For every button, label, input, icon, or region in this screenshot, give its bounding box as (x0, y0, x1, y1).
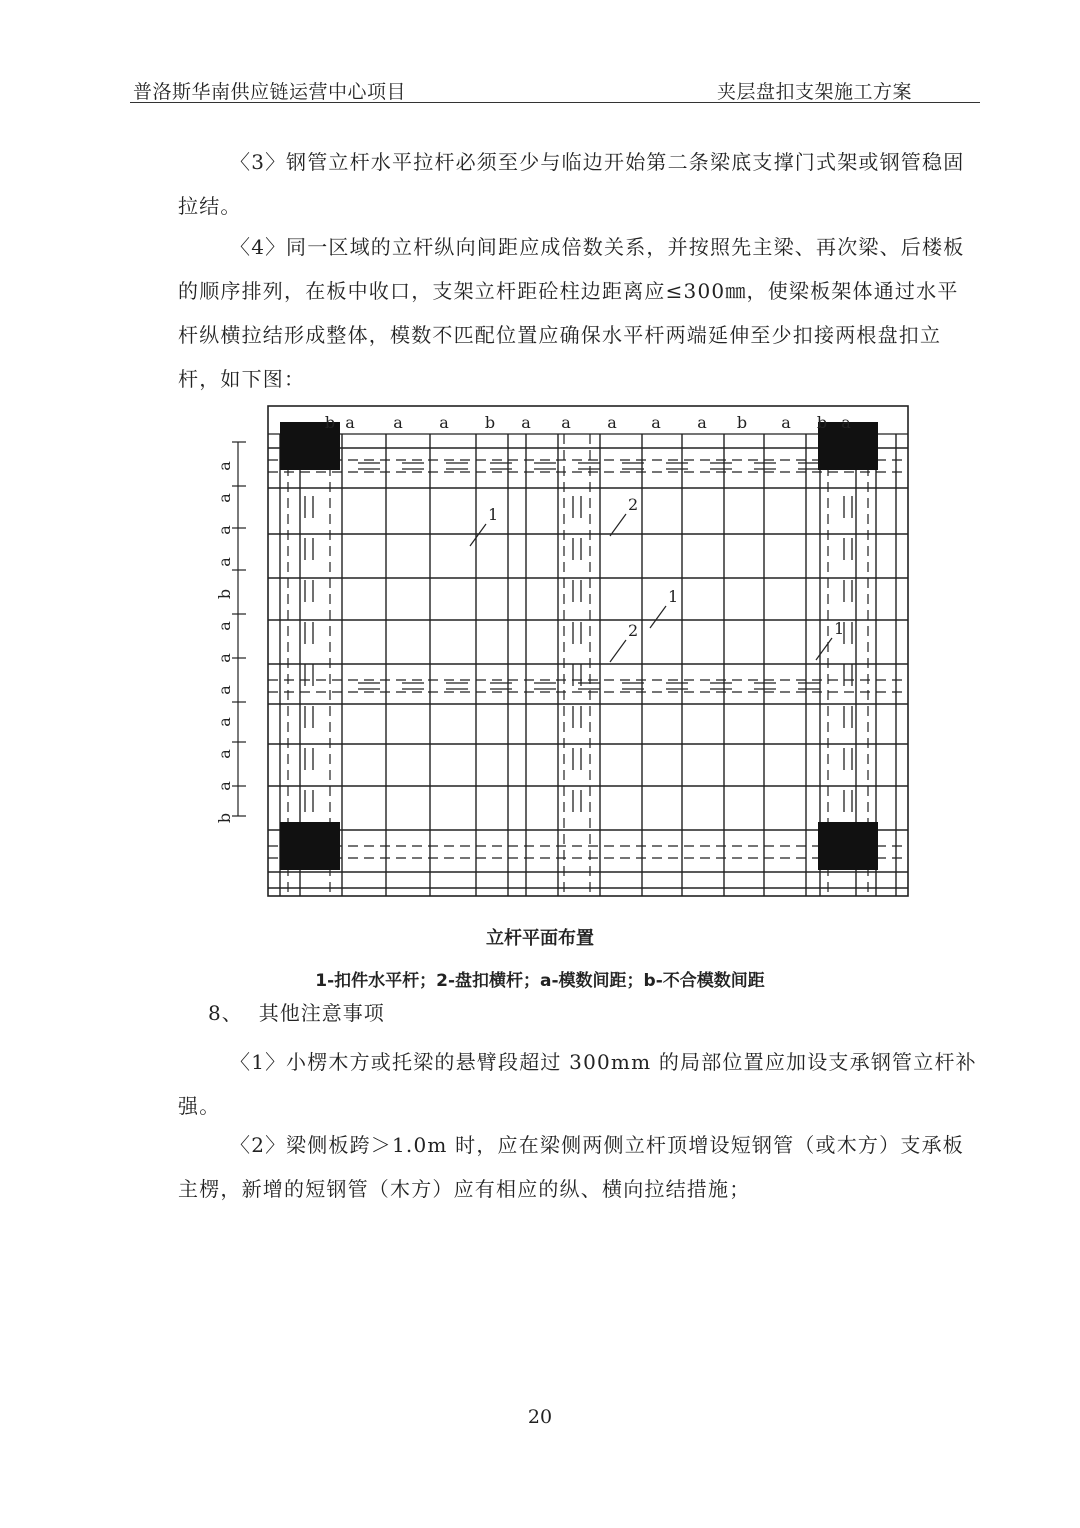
paragraph-note-1 (178, 1040, 978, 1128)
left-dimension-label: a (215, 621, 234, 631)
concrete-column (280, 822, 340, 870)
left-dimension-label: a (215, 781, 234, 791)
paragraph-note-1-number: 〈1〉 (230, 1050, 287, 1074)
diagram-labels (215, 413, 851, 823)
paragraph-item-4-text: 同一区域的立杆纵向间距应成倍数关系，并按照先主梁、再次梁、后楼板的顺序排列，在板中收口，支架立杆距砼柱边距离应≤300㎜，使梁板架体通过水平杆纵横拉结形成整体，模数不匹配位置应确保水平杆两端延伸至少扣接两根盘扣立杆，如下图： (178, 235, 965, 391)
callout-label: 2 (628, 621, 639, 640)
top-dimension-label: a (439, 413, 449, 432)
callout-leader (610, 514, 626, 536)
paragraph-item-3-number: 〈3〉 (230, 150, 287, 174)
diagram-columns (280, 422, 878, 870)
callout-leader (610, 640, 626, 662)
top-dimension-label: a (345, 413, 355, 432)
top-dimension-label: a (561, 413, 571, 432)
paragraph-note-2 (178, 1123, 978, 1211)
left-dimension-label: b (215, 588, 234, 600)
header-project-name: 普洛斯华南供应链运营中心项目 (133, 81, 407, 103)
section-title: 其他注意事项 (258, 1001, 385, 1025)
callout-label: 1 (834, 619, 845, 638)
left-dimension-label: a (215, 653, 234, 663)
top-dimension-label: b (484, 413, 496, 432)
concrete-column (818, 822, 878, 870)
top-dimension-label: a (393, 413, 403, 432)
left-dimension-label: b (215, 812, 234, 824)
callout-leader (650, 606, 666, 628)
diagram-frame (268, 406, 908, 896)
paragraph-item-4 (178, 225, 978, 401)
left-dimension-label: a (215, 461, 234, 471)
page-number: 20 (527, 1406, 553, 1428)
top-dimension-label: a (697, 413, 707, 432)
callout-leader (470, 524, 486, 546)
figure-caption: 立杆平面布置 (486, 928, 594, 949)
callout-label: 1 (488, 505, 499, 524)
top-dimension-label: a (607, 413, 617, 432)
left-dimension-label: a (215, 557, 234, 567)
left-dimension-label: a (215, 717, 234, 727)
paragraph-item-3 (178, 140, 978, 228)
figure-legend: 1-扣件水平杆；2-盘扣横杆；a-模数间距；b-不合模数间距 (315, 971, 765, 991)
top-dimension-label: b (816, 413, 828, 432)
paragraph-note-2-number: 〈2〉 (230, 1133, 287, 1157)
left-dimension-label: a (215, 749, 234, 759)
paragraph-note-1-text: 小楞木方或托梁的悬臂段超过 300mm 的局部位置应加设支承钢管立杆补强。 (178, 1050, 977, 1118)
top-dimension-label: b (324, 413, 336, 432)
callout-label: 2 (628, 495, 639, 514)
paragraph-item-3-text: 钢管立杆水平拉杆必须至少与临边开始第二条梁底支撑门式架或钢管稳固拉结。 (178, 150, 965, 218)
top-dimension-label: b (736, 413, 748, 432)
left-dimension-label: a (215, 685, 234, 695)
callout-leader (816, 638, 832, 660)
paragraph-item-4-number: 〈4〉 (230, 235, 287, 259)
top-dimension-label: a (651, 413, 661, 432)
top-dimension-label: a (521, 413, 531, 432)
top-dimension-label: a (841, 413, 851, 432)
left-dimension-label: a (215, 525, 234, 535)
paragraph-note-2-text: 梁侧板跨＞1.0m 时，应在梁侧两侧立杆顶增设短钢管（或木方）支承板主楞，新增的短钢管（木方）应有相应的纵、横向拉结措施； (178, 1133, 964, 1201)
header-divider (130, 102, 980, 103)
section-heading (208, 997, 385, 1026)
callout-label: 1 (668, 587, 679, 606)
left-dimension-label: a (215, 493, 234, 503)
section-number: 8、 (208, 1001, 243, 1025)
top-dimension-label: a (781, 413, 791, 432)
pole-layout-diagram (208, 396, 924, 912)
header-document-title: 夹层盘扣支架施工方案 (716, 81, 912, 103)
